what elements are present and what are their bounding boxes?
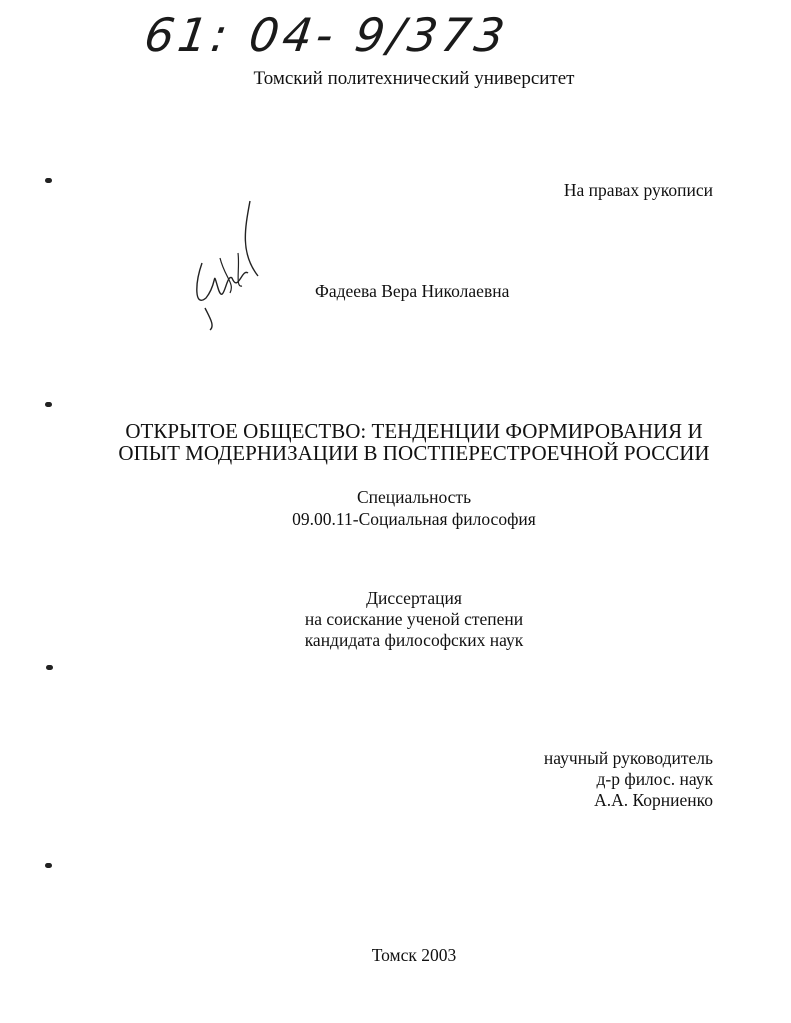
scan-mark	[45, 863, 52, 868]
handwritten-registration-number: 61: 04- 9/373	[141, 8, 512, 62]
thesis-title-line: ОПЫТ МОДЕРНИЗАЦИИ В ПОСТПЕРЕСТРОЕЧНОЙ РОССИИ	[118, 441, 710, 465]
supervisor-name: А.А. Корниенко	[594, 790, 713, 810]
manuscript-note: На правах рукописи	[563, 180, 713, 200]
dissertation-label: Диссертация	[366, 588, 462, 608]
thesis-title-line: ОТКРЫТОЕ ОБЩЕСТВО: ТЕНДЕНЦИИ ФОРМИРОВАНИЯ И	[125, 419, 703, 443]
scan-mark	[46, 665, 53, 670]
supervisor-label: научный руководитель	[543, 748, 713, 768]
university-name: Томский политехнический университет	[253, 68, 575, 89]
degree-line: на соискание ученой степени	[304, 609, 524, 629]
author-name: Фадеева Вера Николаевна	[315, 281, 510, 301]
city-year: Томск 2003	[371, 945, 457, 965]
scan-mark	[45, 402, 52, 407]
supervisor-degree: д-р филос. наук	[596, 769, 713, 789]
specialty-code: 09.00.11-Социальная философия	[292, 509, 536, 529]
signature-icon	[190, 198, 265, 333]
specialty-label: Специальность	[356, 487, 472, 507]
degree-line: кандидата философских наук	[304, 630, 524, 650]
scan-mark	[45, 178, 52, 183]
